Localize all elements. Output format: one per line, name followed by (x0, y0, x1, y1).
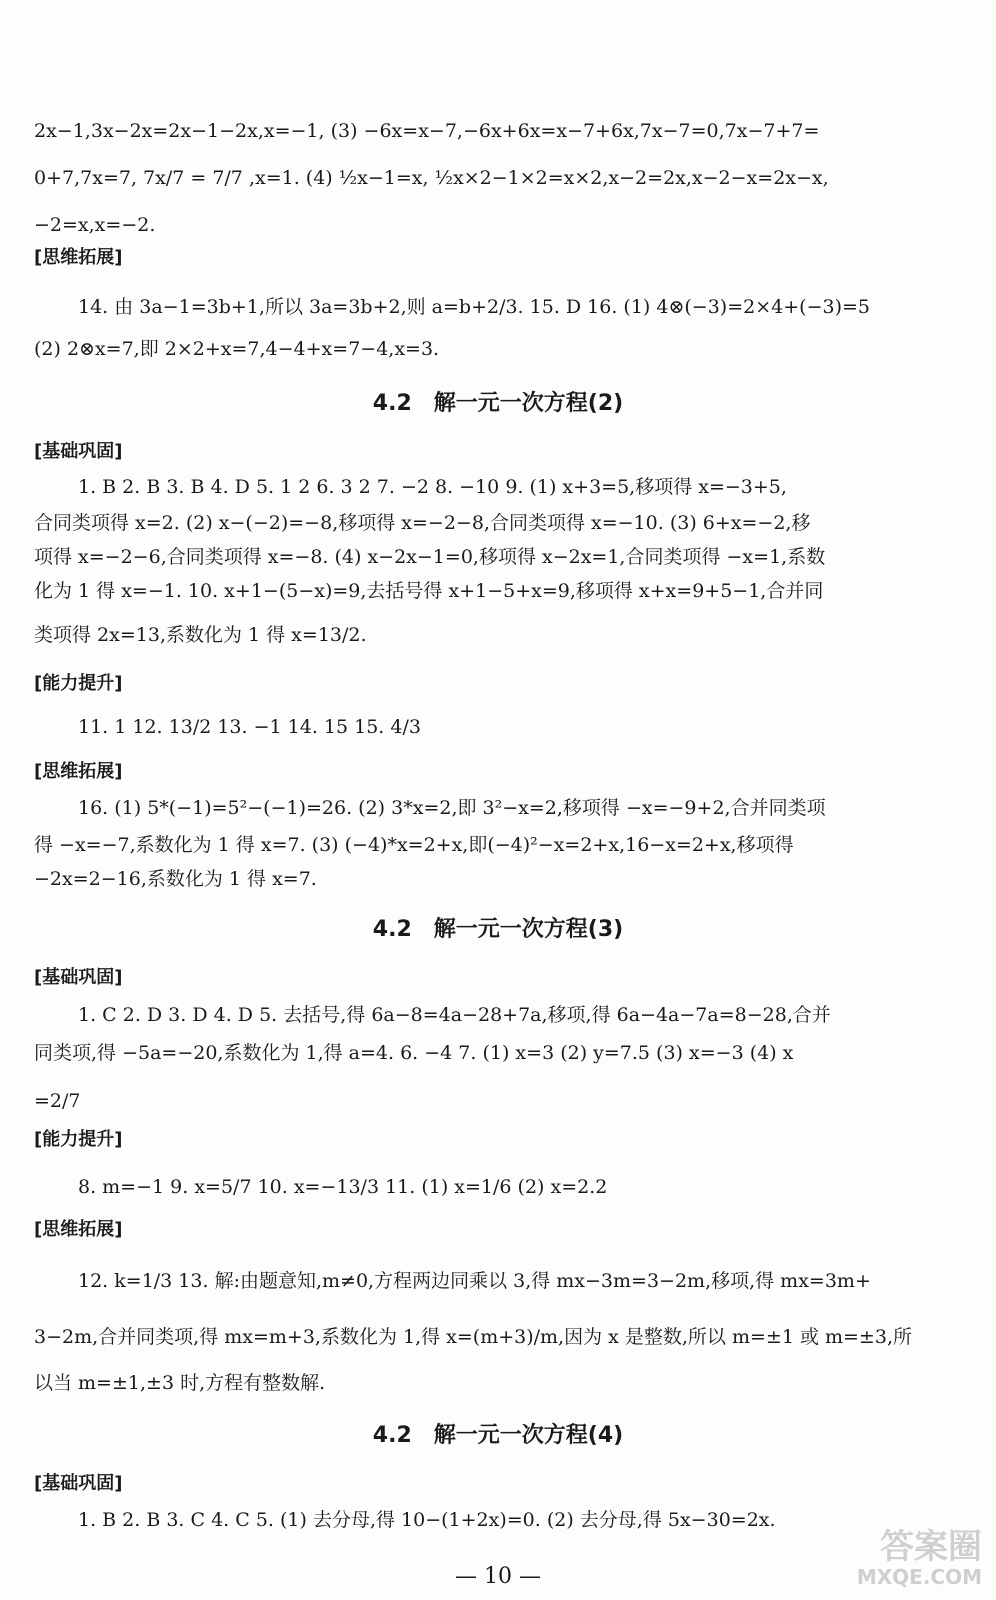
section-title: 4.2 解一元一次方程(3) (372, 917, 624, 942)
text-line: 以当 m=±1,±3 时,方程有整数解. (34, 1372, 326, 1394)
text-line: 12. k=1/3 13. 解:由题意知,m≠0,方程两边同乘以 3,得 mx−3m=3−2m,移项,得 mx=3m+ (78, 1270, 871, 1292)
text-line: 14. 由 3a−1=3b+1,所以 3a=3b+2,则 a=b+2/3. 15. D 16. (1) 4⊗(−3)=2×4+(−3)=5 (78, 296, 870, 318)
section-tag: [能力提升] (34, 673, 123, 694)
section-title: 4.2 解一元一次方程(2) (372, 391, 624, 416)
text-line: 类项得 2x=13,系数化为 1 得 x=13/2. (34, 624, 367, 646)
text-line: =2/7 (34, 1090, 81, 1112)
text-line: 1. B 2. B 3. C 4. C 5. (1) 去分母,得 10−(1+2x)=0. (2) 去分母,得 5x−30=2x. (78, 1509, 776, 1531)
text-line: −2x=2−16,系数化为 1 得 x=7. (34, 868, 317, 890)
text-line: (2) 2⊗x=7,即 2×2+x=7,4−4+x=7−4,x=3. (34, 338, 440, 360)
text-line: 得 −x=−7,系数化为 1 得 x=7. (3) (−4)*x=2+x,即(−4)²−x=2+x,16−x=2+x,移项得 (34, 834, 794, 856)
text-line: 项得 x=−2−6,合同类项得 x=−8. (4) x−2x−1=0,移项得 x−2x=1,合同类项得 −x=1,系数 (34, 546, 826, 568)
watermark-logo: 答案圈 MXQE.COM (856, 1527, 982, 1589)
section-tag: [思维拓展] (34, 1219, 123, 1240)
section-tag: [基础巩固] (34, 1473, 123, 1494)
section-tag: [思维拓展] (34, 761, 123, 782)
section-tag: [基础巩固] (34, 441, 123, 462)
text-line: 16. (1) 5*(−1)=5²−(−1)=26. (2) 3*x=2,即 3²−x=2,移项得 −x=−9+2,合并同类项 (78, 797, 826, 819)
page-number: — 10 — (455, 1564, 541, 1589)
text-line: 0+7,7x=7, 7x/7 = 7/7 ,x=1. (4) ½x−1=x, ½x×2−1×2=x×2,x−2=2x,x−2−x=2x−x, (34, 167, 829, 189)
section-tag: [思维拓展] (34, 247, 123, 268)
section-tag: [基础巩固] (34, 967, 123, 988)
text-line: 1. B 2. B 3. B 4. D 5. 1 2 6. 3 2 7. −2 8. −10 9. (1) x+3=5,移项得 x=−3+5, (78, 476, 787, 498)
text-line: 化为 1 得 x=−1. 10. x+1−(5−x)=9,去括号得 x+1−5+x=9,移项得 x+x=9+5−1,合并同 (34, 580, 824, 602)
text-line: 2x−1,3x−2x=2x−1−2x,x=−1, (3) −6x=x−7,−6x+6x=x−7+6x,7x−7=0,7x−7+7= (34, 120, 820, 142)
section-tag: [能力提升] (34, 1129, 123, 1150)
text-line: 同类项,得 −5a=−20,系数化为 1,得 a=4. 6. −4 7. (1) x=3 (2) y=7.5 (3) x=−3 (4) x (34, 1042, 794, 1064)
text-line: 8. m=−1 9. x=5/7 10. x=−13/3 11. (1) x=1/6 (2) x=2.2 (78, 1176, 608, 1198)
text-line: −2=x,x=−2. (34, 214, 156, 236)
text-line: 11. 1 12. 13/2 13. −1 14. 15 15. 4/3 (78, 716, 421, 738)
section-title: 4.2 解一元一次方程(4) (372, 1423, 624, 1448)
text-line: 3−2m,合并同类项,得 mx=m+3,系数化为 1,得 x=(m+3)/m,因为 x 是整数,所以 m=±1 或 m=±3,所 (34, 1326, 912, 1348)
text-line: 1. C 2. D 3. D 4. D 5. 去括号,得 6a−8=4a−28+7a,移项,得 6a−4a−7a=8−28,合并 (78, 1004, 831, 1026)
text-line: 合同类项得 x=2. (2) x−(−2)=−8,移项得 x=−2−8,合同类项得 x=−10. (3) 6+x=−2,移 (34, 512, 811, 534)
